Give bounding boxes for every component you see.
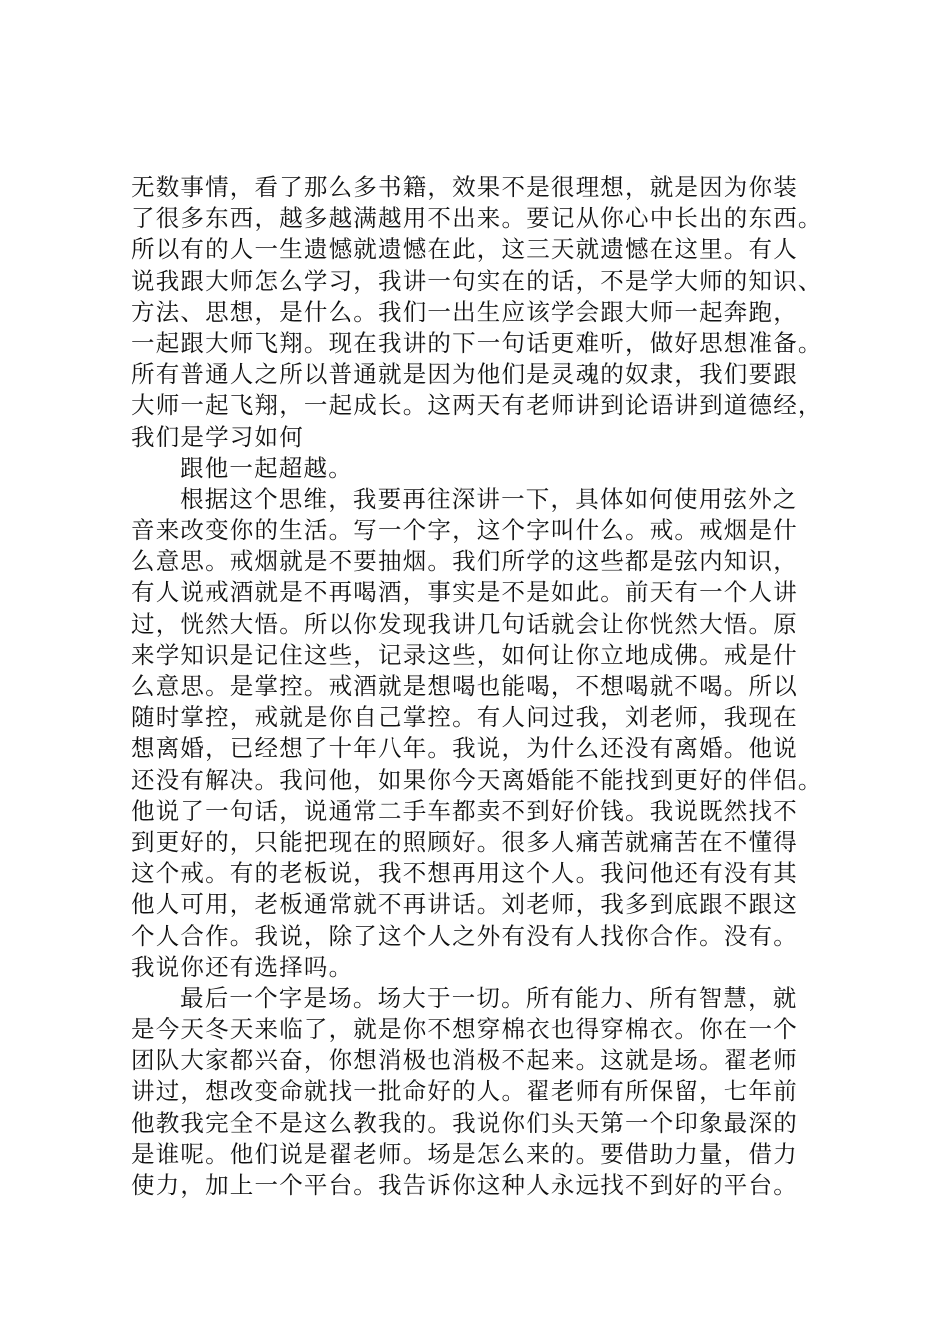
text-line: 么意思。是掌控。戒酒就是想喝也能喝，不想喝就不喝。所以 xyxy=(131,672,798,700)
text-line: 最后一个字是场。场大于一切。所有能力、所有智慧，就 xyxy=(180,983,798,1012)
text-line: 使力，加上一个平台。我告诉你这种人永远找不到好的平台。 xyxy=(131,1171,798,1199)
text-line: 他人可用，老板通常就不再讲话。刘老师，我多到底跟不跟这 xyxy=(131,890,798,919)
paragraph-2 xyxy=(131,453,831,484)
text-line: 无数事情，看了那么多书籍，效果不是很理想，就是因为你装 xyxy=(131,173,798,201)
text-line: 方法、思想，是什么。我们一出生应该学会跟大师一起奔跑， xyxy=(131,297,798,326)
paragraph-4 xyxy=(131,983,831,1201)
text-line: 我们是学习如何 xyxy=(131,422,304,451)
text-line: 一起跟大师飞翔。现在我讲的下一句话更难听，做好思想准备。 xyxy=(131,328,823,357)
text-line: 有人说戒酒就是不再喝酒，事实是不是如此。前天有一个人讲 xyxy=(131,578,798,607)
text-line: 随时掌控，戒就是你自己掌控。有人问过我，刘老师，我现在 xyxy=(131,703,798,732)
text-line: 想离婚，已经想了十年八年。我说，为什么还没有离婚。他说 xyxy=(131,734,798,763)
document-page xyxy=(131,172,831,1201)
text-line: 我说你还有选择吗。 xyxy=(131,952,354,981)
text-line: 么意思。戒烟就是不要抽烟。我们所学的这些都是弦内知识， xyxy=(131,547,798,576)
text-line: 是今天冬天来临了，就是你不想穿棉衣也得穿棉衣。你在一个 xyxy=(131,1015,798,1044)
text-line: 跟他一起超越。 xyxy=(180,453,353,482)
text-line: 还没有解决。我问他，如果你今天离婚能不能找到更好的伴侣。 xyxy=(131,765,823,794)
paragraph-3 xyxy=(131,484,831,983)
text-line: 所有普通人之所以普通就是因为他们是灵魂的奴隶，我们要跟 xyxy=(131,360,798,389)
text-line: 讲过，想改变命就找一批命好的人。翟老师有所保留，七年前 xyxy=(131,1077,798,1106)
text-line: 了很多东西，越多越满越用不出来。要记从你心中长出的东西。 xyxy=(131,204,823,233)
text-line: 所以有的人一生遗憾就遗憾在此，这三天就遗憾在这里。有人 xyxy=(131,235,798,264)
text-line: 到更好的，只能把现在的照顾好。很多人痛苦就痛苦在不懂得 xyxy=(131,827,798,856)
paragraph-1 xyxy=(131,172,831,453)
text-line: 是谁呢。他们说是翟老师。场是怎么来的。要借助力量，借力 xyxy=(131,1139,798,1168)
text-line: 大师一起飞翔，一起成长。这两天有老师讲到论语讲到道德经， xyxy=(131,391,823,420)
text-line: 他教我完全不是这么教我的。我说你们头天第一个印象最深的 xyxy=(131,1108,798,1137)
text-line: 这个戒。有的老板说，我不想再用这个人。我问他还有没有其 xyxy=(131,859,798,888)
text-line: 根据这个思维，我要再往深讲一下，具体如何使用弦外之 xyxy=(180,484,798,513)
text-line: 个人合作。我说，除了这个人之外有没有人找你合作。没有。 xyxy=(131,921,798,950)
text-line: 说我跟大师怎么学习，我讲一句实在的话，不是学大师的知识、 xyxy=(131,266,823,295)
text-line: 音来改变你的生活。写一个字，这个字叫什么。戒。戒烟是什 xyxy=(131,516,798,545)
text-line: 来学知识是记住这些，记录这些，如何让你立地成佛。戒是什 xyxy=(131,640,798,669)
text-line: 团队大家都兴奋，你想消极也消极不起来。这就是场。翟老师 xyxy=(131,1046,798,1075)
text-line: 过，恍然大悟。所以你发现我讲几句话就会让你恍然大悟。原 xyxy=(131,609,798,638)
text-line: 他说了一句话，说通常二手车都卖不到好价钱。我说既然找不 xyxy=(131,796,798,825)
